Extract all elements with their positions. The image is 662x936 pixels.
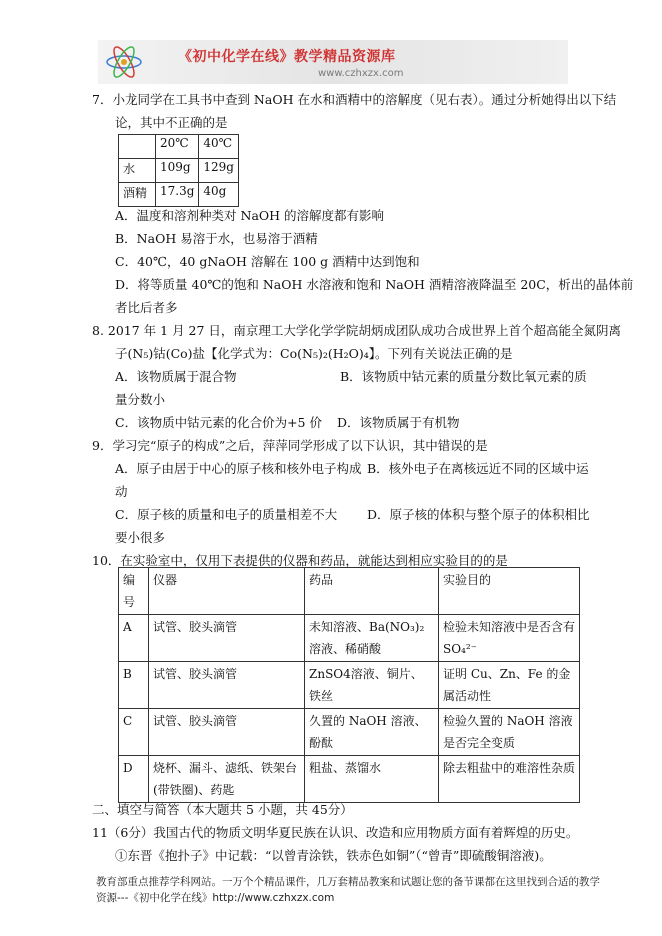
q9-stem: 9．学习完“原子的构成”之后，萍萍同学形成了以下认识，其中错误的是: [92, 438, 488, 453]
table-cell: D: [119, 756, 149, 803]
q11-stem-line1: 11（6分）我国古代的物质文明华夏民族在认识、改造和应用物质方面有着辉煌的历史。: [92, 825, 579, 840]
q8-stem-line2: 子(N₅)钴(Co)盐【化学式为：Co(N₅)₂(H₂O)₄】。下列有关说法正确的是: [115, 346, 513, 361]
table-cell: 检验久置的 NaOH 溶液是否完全变质: [439, 709, 580, 756]
q7-option-d-line1: D．将等质量 40℃的饱和 NaOH 水溶液和饱和 NaOH 酒精溶液降温至 20C，析出的晶体前: [115, 277, 634, 292]
q8-option-a: A．该物质属于混合物: [115, 369, 237, 384]
footer-line2[interactable]: 资源---《初中化学在线》http://www.czhxzx.com: [96, 892, 335, 904]
table-cell: 除去粗盐中的难溶性杂质: [439, 756, 580, 803]
q9-option-b-line2: 动: [115, 484, 128, 499]
table-cell: 129g: [199, 159, 239, 183]
q9-option-b-line1: B．核外电子在离核远近不同的区域中运: [367, 461, 589, 476]
table-cell: 试管、胶头滴管: [149, 615, 305, 662]
q7-stem-line1: 7．小龙同学在工具书中查到 NaOH 在水和酒精中的溶解度（见右表）。通过分析她得出以下结: [92, 92, 617, 107]
q8-option-b-line1: B．该物质中钴元素的质量分数比氧元素的质: [340, 369, 587, 384]
table-cell: 检验未知溶液中是否含有 SO₄²⁻: [439, 615, 580, 662]
atom-logo-icon: [104, 43, 144, 81]
table-cell: 20℃: [156, 135, 199, 159]
q7-option-a: A．温度和溶剂种类对 NaOH 的溶解度都有影响: [115, 208, 385, 223]
q9-option-d-line2: 要小很多: [115, 530, 166, 545]
table-header-cell: 仪器: [149, 568, 305, 615]
table-cell: 未知溶液、Ba(NO₃)₂溶液、稀硝酸: [305, 615, 439, 662]
q10-stem: 10．在实验室中，仅用下表提供的仪器和药品，就能达到相应实验目的的是: [92, 553, 508, 568]
table-cell: A: [119, 615, 149, 662]
table-cell: B: [119, 662, 149, 709]
footer-line1: 教育部重点推荐学科网站。一万个个精品课件，几万套精品教案和试题让您的备节课都在这里找到合适的教学: [96, 876, 600, 888]
table-cell: C: [119, 709, 149, 756]
table-cell: 试管、胶头滴管: [149, 662, 305, 709]
table-row: [119, 615, 580, 662]
q11-stem-line2: ①东晋《抱扑子》中记载：“以曾青涂铁，铁赤色如铜”（“曾青”即硫酸铜溶液)。: [115, 848, 552, 863]
q7-solubility-table: [118, 134, 239, 207]
table-cell: 粗盐、蒸馏水: [305, 756, 439, 803]
table-row: [119, 183, 239, 207]
table-row: [119, 159, 239, 183]
section-heading: 二、填空与简答（本大题共 5 小题，共 45分）: [92, 802, 353, 817]
q8-option-c: C．该物质中钴元素的化合价为+5 价: [115, 415, 322, 430]
q8-stem-line1: 8. 2017 年 1 月 27 日，南京理工大学化学学院胡炳成团队成功合成世界上首个超高能全氮阴离: [92, 323, 621, 338]
q7-option-b: B．NaOH 易溶于水，也易溶于酒精: [115, 231, 318, 246]
q8-option-d: D．该物质属于有机物: [337, 415, 460, 430]
table-cell: ZnSO4溶液、铜片、铁丝: [305, 662, 439, 709]
table-cell: 证明 Cu、Zn、Fe 的金属活动性: [439, 662, 580, 709]
table-cell: 40℃: [199, 135, 239, 159]
table-cell: 烧杯、漏斗、滤纸、铁架台(带铁圈)、药匙: [149, 756, 305, 803]
table-cell: 试管、胶头滴管: [149, 709, 305, 756]
q9-option-a: A．原子由居于中心的原子核和核外电子构成: [115, 461, 362, 476]
table-row: [119, 662, 580, 709]
table-header-cell: 实验目的: [439, 568, 580, 615]
banner-url[interactable]: www.czhxzx.com: [318, 68, 404, 79]
q7-option-c: C．40℃，40 gNaOH 溶解在 100 g 酒精中达到饱和: [115, 254, 420, 269]
table-cell: 17.3g: [156, 183, 199, 207]
table-cell: 40g: [199, 183, 239, 207]
q10-experiment-table: [118, 567, 580, 803]
table-header-cell: 编号: [119, 568, 149, 615]
q9-option-d-line1: D．原子核的体积与整个原子的体积相比: [367, 507, 590, 522]
banner-title: 《初中化学在线》教学精品资源库: [178, 49, 396, 65]
table-row: [119, 135, 239, 159]
q9-option-c: C．原子核的质量和电子的质量相差不大: [115, 507, 338, 522]
table-cell: 109g: [156, 159, 199, 183]
q7-option-d-line2: 者比后者多: [115, 300, 178, 315]
table-row: [119, 756, 580, 803]
table-cell: 水: [119, 159, 156, 183]
table-cell: 酒精: [119, 183, 156, 207]
q8-option-b-line2: 量分数小: [115, 392, 166, 407]
table-cell: [119, 135, 156, 159]
table-cell: 久置的 NaOH 溶液、酚酞: [305, 709, 439, 756]
table-row: [119, 709, 580, 756]
q7-stem-line2: 论，其中不正确的是: [115, 115, 228, 130]
table-row: [119, 568, 580, 615]
table-header-cell: 药品: [305, 568, 439, 615]
